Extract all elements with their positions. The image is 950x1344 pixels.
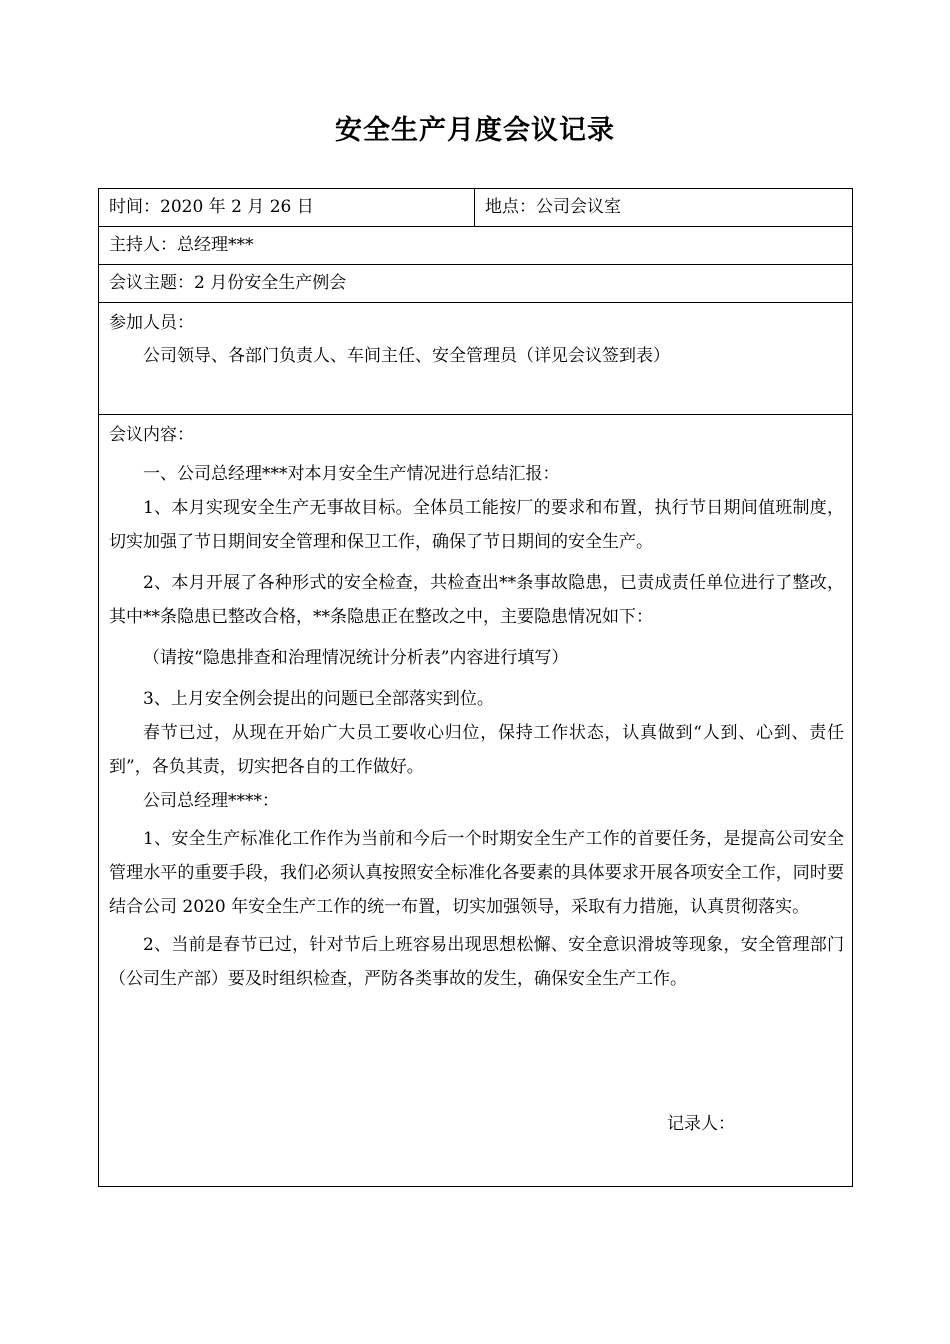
meeting-time: 时间：2020 年 2 月 26 日 bbox=[99, 189, 475, 226]
recorder-label: 记录人： bbox=[667, 1114, 735, 1134]
meeting-host: 主持人：总经理*** bbox=[109, 235, 254, 255]
content-paragraph: 2、本月开展了各种形式的安全检查，共检查出**条事故隐患，已责成责任单位进行了整改，其中**条隐患已整改合格，**条隐患正在整改之中，主要隐患情况如下： bbox=[109, 573, 844, 627]
attendees-text: 公司领导、各部门负责人、车间主任、安全管理员（详见会议签到表） bbox=[143, 346, 670, 366]
content-paragraph: 春节已过，从现在开始广大员工要收心归位，保持工作状态，认真做到“人到、心到、责任到”，各负其责，切实把各自的工作做好。 bbox=[109, 723, 844, 777]
content-paragraph: 2、当前是春节已过，针对节后上班容易出现思想松懈、安全意识滑坡等现象，安全管理部门（公司生产部）要及时组织检查，严防各类事故的发生，确保安全生产工作。 bbox=[109, 935, 844, 989]
content-paragraph: 一、公司总经理***对本月安全生产情况进行总结汇报： bbox=[143, 464, 560, 484]
content-paragraph: 1、安全生产标准化工作作为当前和今后一个时期安全生产工作的首要任务，是提高公司安全管理水平的重要手段，我们必须认真按照安全标准化各要素的具体要求开展各项安全工作，同时要结合公司 2020 年安全生产工作的统一布置，切实加强领导，采取有力措施，认真贯彻落实。 bbox=[109, 829, 844, 917]
meeting-record-table bbox=[98, 188, 853, 1187]
meeting-topic: 会议主题：2 月份安全生产例会 bbox=[109, 273, 347, 293]
content-paragraph: （请按“隐患排查和治理情况统计分析表”内容进行填写） bbox=[143, 648, 569, 668]
content-row bbox=[99, 415, 852, 1186]
attendees-label: 参加人员： bbox=[109, 313, 194, 333]
attendees-row bbox=[99, 303, 852, 415]
content-paragraph: 3、上月安全例会提出的问题已全部落实到位。 bbox=[143, 689, 494, 709]
content-label: 会议内容： bbox=[109, 425, 194, 445]
meeting-place: 地点：公司会议室 bbox=[485, 197, 621, 217]
content-paragraph: 公司总经理****： bbox=[143, 791, 279, 811]
topic-row bbox=[99, 265, 852, 303]
content-paragraph: 1、本月实现安全生产无事故目标。全体员工能按厂的要求和布置，执行节日期间值班制度，切实加强了节日期间安全管理和保卫工作，确保了节日期间的安全生产。 bbox=[109, 498, 844, 552]
host-row bbox=[99, 227, 852, 265]
time-place-row bbox=[99, 189, 852, 227]
page-title: 安全生产月度会议记录 bbox=[335, 115, 615, 146]
